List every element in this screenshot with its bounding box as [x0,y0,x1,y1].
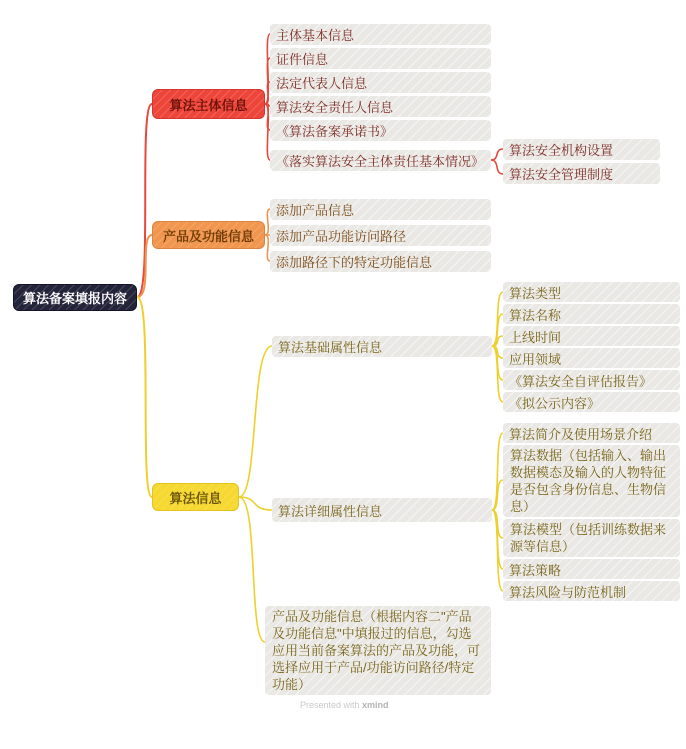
leaf-risk-prevention-mechanism[interactable]: 算法风险与防范机制 [503,581,680,601]
branch-topic-product-function-info[interactable]: 产品及功能信息 [152,221,265,249]
leaf-self-assessment-report[interactable]: 《算法安全自评估报告》 [503,370,680,390]
leaf-add-product-info[interactable]: 添加产品信息 [270,199,491,220]
leaf-certificate-info[interactable]: 证件信息 [270,48,491,69]
leaf-algorithm-data[interactable]: 算法数据（包括输入、输出数据模态及输入的人物特征是否包含身份信息、生物信息） [503,445,680,517]
leaf-intro-usage-scenario[interactable]: 算法简介及使用场景介绍 [503,423,680,443]
leaf-algorithm-strategy[interactable]: 算法策略 [503,559,680,579]
watermark [300,700,389,710]
leaf-filing-commitment-letter[interactable]: 《算法备案承诺书》 [270,120,491,141]
leaf-security-officer-info[interactable]: 算法安全责任人信息 [270,96,491,117]
leaf-algorithm-name[interactable]: 算法名称 [503,304,680,324]
leaf-launch-time[interactable]: 上线时间 [503,326,680,346]
leaf-responsibility-basic-situation[interactable]: 《落实算法安全主体责任基本情况》 [270,150,491,171]
leaf-application-field[interactable]: 应用领域 [503,348,680,368]
leaf-security-org-setup[interactable]: 算法安全机构设置 [503,139,660,160]
leaf-subject-basic-info[interactable]: 主体基本信息 [270,24,491,45]
leaf-product-function-note[interactable]: 产品及功能信息（根据内容二"产品及功能信息"中填报过的信息，勾选应用当前备案算法的产品及功能，可选择应用于产品/功能访问路径/特定功能） [265,606,491,695]
leaf-add-specific-function-info[interactable]: 添加路径下的特定功能信息 [270,251,491,272]
root-topic[interactable]: 算法备案填报内容 [13,284,137,311]
leaf-detailed-attribute-info[interactable]: 算法详细属性信息 [272,498,492,522]
leaf-add-product-access-path[interactable]: 添加产品功能访问路径 [270,225,491,246]
leaf-algorithm-model[interactable]: 算法模型（包括训练数据来源等信息） [503,519,680,557]
watermark-brand: xmind [362,700,389,710]
leaf-proposed-publicity-content[interactable]: 《拟公示内容》 [503,392,680,412]
leaf-algorithm-type[interactable]: 算法类型 [503,282,680,302]
leaf-basic-attribute-info[interactable]: 算法基础属性信息 [272,336,492,357]
branch-topic-subject-info[interactable]: 算法主体信息 [152,89,265,119]
leaf-security-management-system[interactable]: 算法安全管理制度 [503,163,660,184]
branch-topic-algorithm-info[interactable]: 算法信息 [152,483,239,511]
leaf-legal-representative-info[interactable]: 法定代表人信息 [270,72,491,93]
watermark-prefix: Presented with [300,700,363,710]
